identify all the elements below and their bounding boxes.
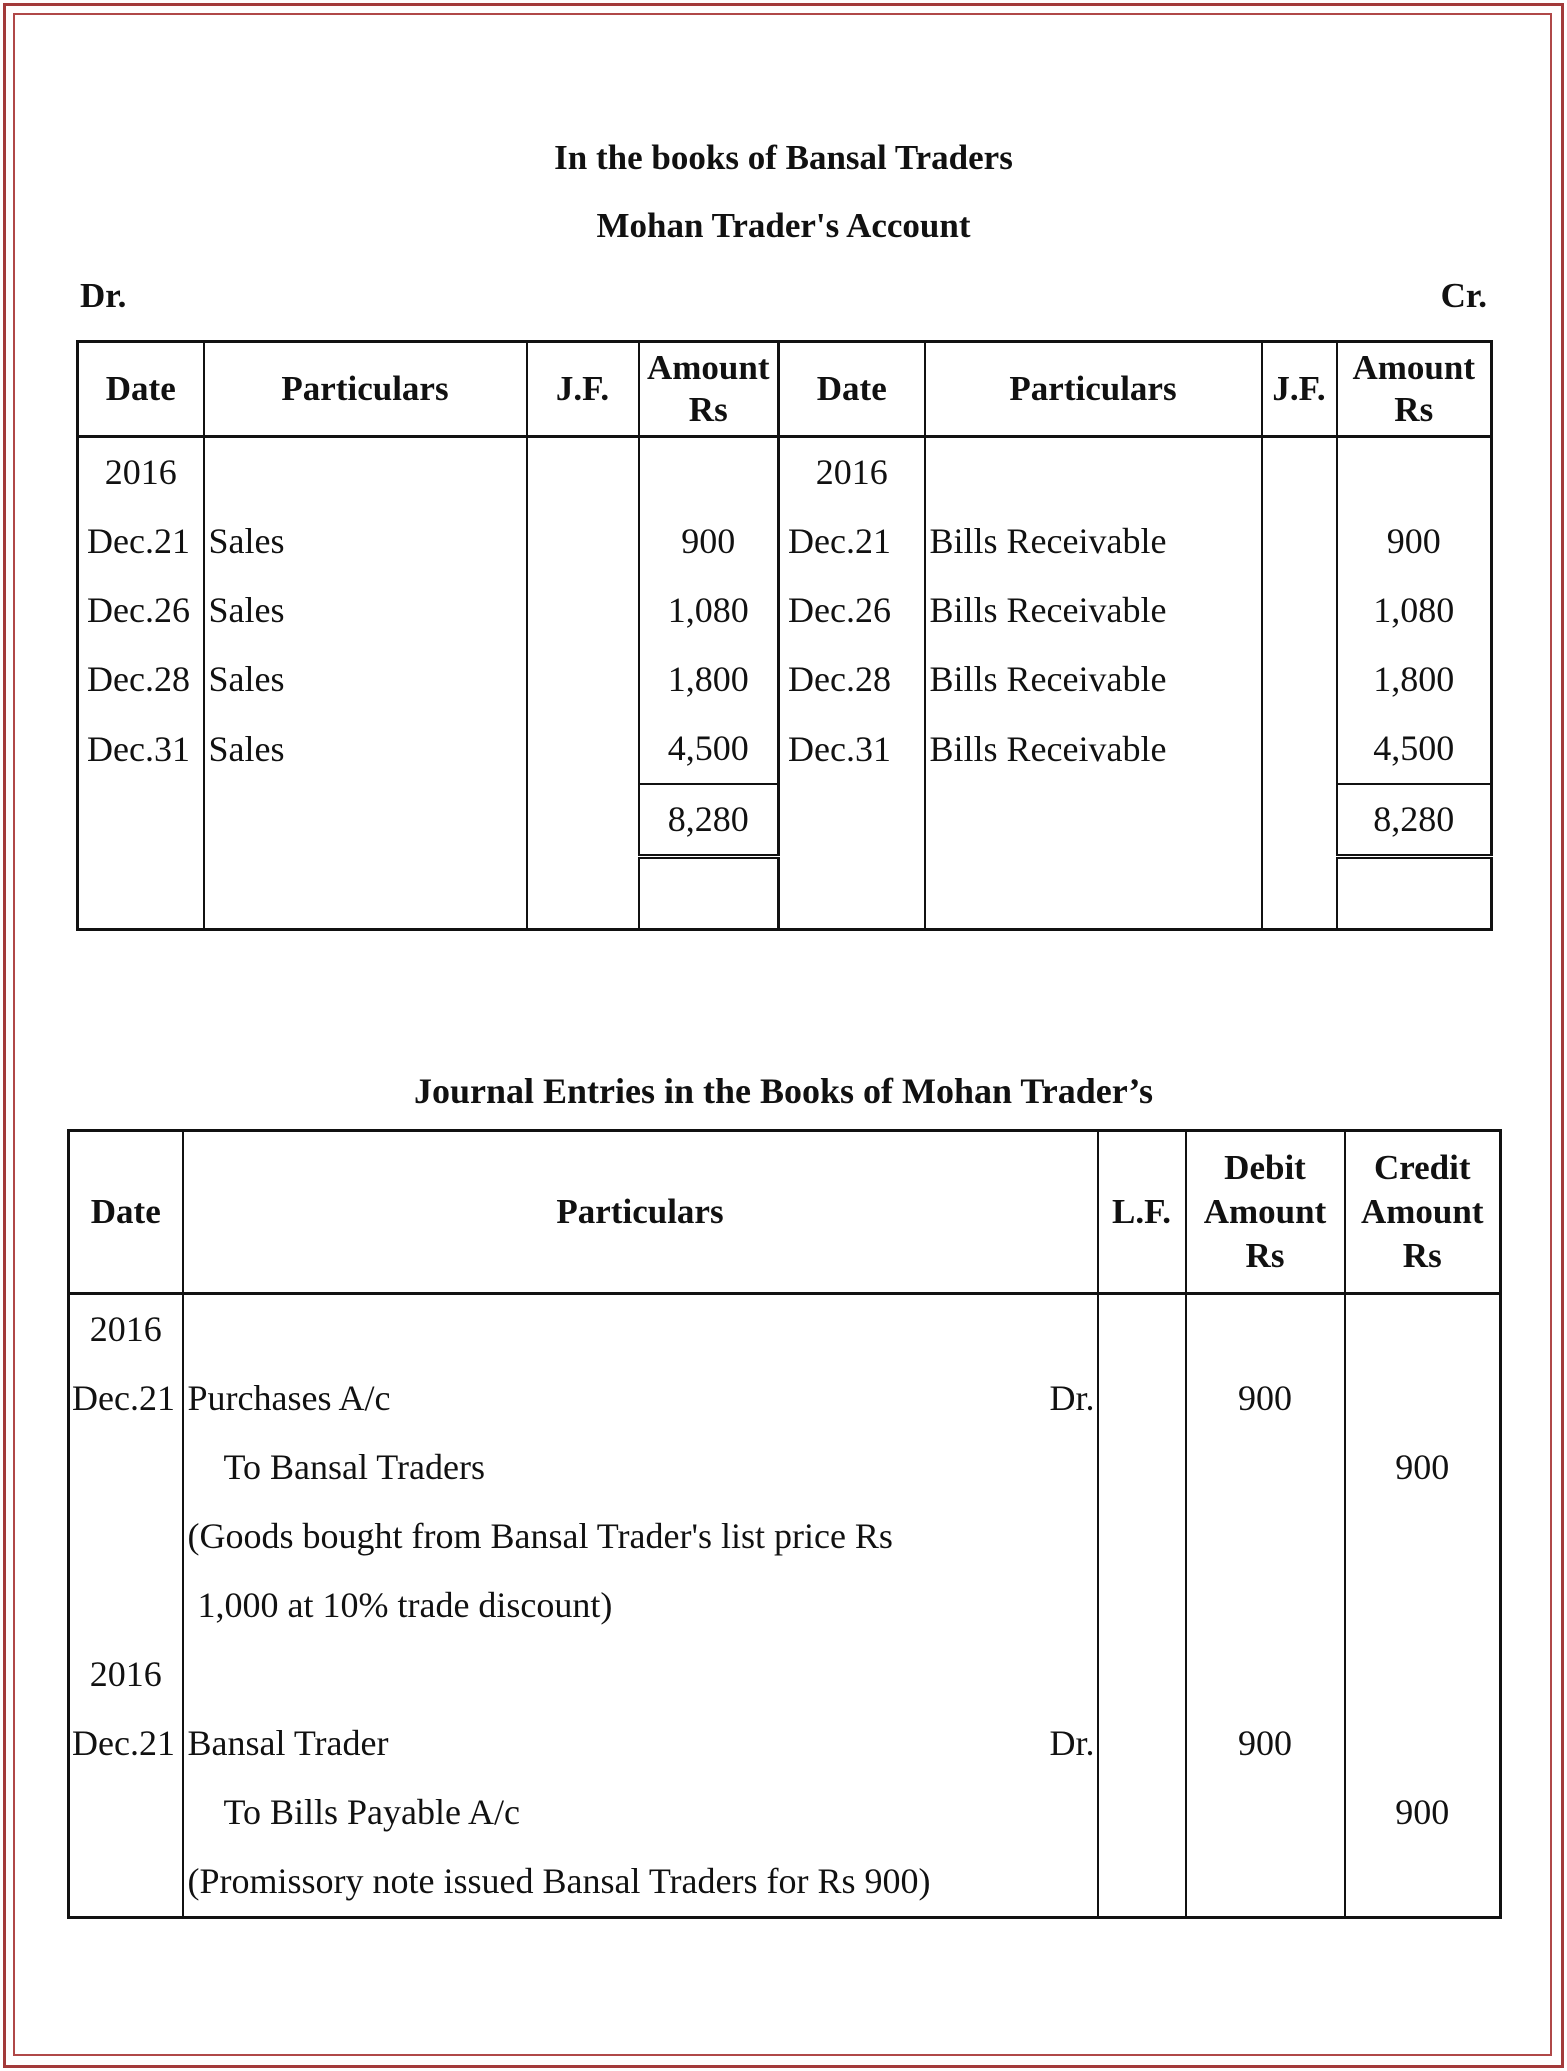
amount-header-line2: Rs <box>688 390 728 429</box>
ledger-cr-date-header: Date <box>779 342 925 437</box>
journal-year-row <box>69 1640 1501 1709</box>
debit-header-line1: Debit <box>1224 1148 1306 1187</box>
ledger-dr-particulars-header: Particulars <box>204 342 527 437</box>
account-title: Mohan Trader's Account <box>596 206 971 245</box>
ledger-cr-amount-header <box>1337 342 1492 437</box>
table-row <box>78 576 1492 645</box>
table-row <box>78 507 1492 576</box>
journal-year: 2016 <box>89 1654 162 1694</box>
ledger-cr-amount: 1,080 <box>1337 576 1492 645</box>
ledger-dr-amount: 4,500 <box>639 714 779 784</box>
ledger-year-row <box>78 437 1492 508</box>
ledger-cr-date: Dec.21 <box>779 507 925 576</box>
ledger-dr-amount: 1,080 <box>639 576 779 645</box>
journal-dr-mark: Dr. <box>1049 1723 1095 1763</box>
amount-header-line1: Amount <box>646 348 770 387</box>
ledger-cr-total: 8,280 <box>1337 784 1492 857</box>
ledger-dr-particulars: Sales <box>204 576 527 645</box>
journal-lf-header: L.F. <box>1098 1131 1186 1294</box>
journal-credit-account: To Bansal Traders <box>183 1433 1098 1502</box>
journal-narration-row <box>69 1847 1501 1918</box>
ledger-header-row <box>78 342 1492 437</box>
ledger-dr-total: 8,280 <box>639 784 779 857</box>
ledger-dr-amount-header <box>639 342 779 437</box>
ledger-dr-date: Dec.28 <box>87 659 190 699</box>
ledger-closing-row <box>78 857 1492 930</box>
ledger-dr-date-header: Date <box>78 342 204 437</box>
table-row <box>78 645 1492 714</box>
table-row <box>78 714 1492 784</box>
debit-header-line2: Amount <box>1203 1192 1327 1231</box>
amount-header-line2: Rs <box>1394 390 1434 429</box>
amount-header-line1: Amount <box>1352 348 1476 387</box>
journal-header-row <box>69 1131 1501 1294</box>
ledger-table <box>76 340 1493 931</box>
ledger-dr-amount: 900 <box>639 507 779 576</box>
ledger-dr-particulars: Sales <box>204 507 527 576</box>
journal-narration: (Goods bought from Bansal Trader's list price Rs <box>183 1502 1098 1571</box>
ledger-dr-particulars: Sales <box>204 714 527 784</box>
ledger-dr-double-rule <box>639 857 779 930</box>
journal-credit-header <box>1345 1131 1501 1294</box>
ledger-cr-particulars: Bills Receivable <box>925 645 1262 714</box>
ledger-cr-date: Dec.26 <box>779 576 925 645</box>
journal-debit-amount: 900 <box>1186 1709 1345 1778</box>
ledger-dr-date: Dec.21 <box>87 521 190 561</box>
journal-credit-account: To Bills Payable A/c <box>183 1778 1098 1847</box>
journal-date: Dec.21 <box>72 1378 175 1418</box>
ledger-cr-particulars: Bills Receivable <box>925 714 1262 784</box>
ledger-cr-amount: 1,800 <box>1337 645 1492 714</box>
debit-header-line3: Rs <box>1245 1236 1285 1275</box>
journal-credit-row <box>69 1778 1501 1847</box>
credit-header-line2: Amount <box>1360 1192 1484 1231</box>
ledger-dr-date: Dec.26 <box>87 590 190 630</box>
journal-debit-header <box>1186 1131 1345 1294</box>
journal-narration-row <box>69 1502 1501 1571</box>
ledger-cr-amount: 900 <box>1337 507 1492 576</box>
ledger-dr-jf-header: J.F. <box>527 342 639 437</box>
journal-year-row <box>69 1294 1501 1365</box>
credit-header-line1: Credit <box>1373 1148 1471 1187</box>
journal-narration-row <box>69 1571 1501 1640</box>
ledger-total-row <box>78 784 1492 857</box>
journal-year: 2016 <box>89 1309 162 1349</box>
journal-credit-amount: 900 <box>1345 1778 1501 1847</box>
journal-debit-amount: 900 <box>1186 1364 1345 1433</box>
dr-label: Dr. <box>80 276 127 315</box>
ledger-dr-particulars: Sales <box>204 645 527 714</box>
journal-dr-mark: Dr. <box>1049 1378 1095 1418</box>
ledger-cr-particulars: Bills Receivable <box>925 507 1262 576</box>
ledger-cr-particulars: Bills Receivable <box>925 576 1262 645</box>
journal-debit-row <box>69 1364 1501 1433</box>
ledger-cr-date: Dec.28 <box>779 645 925 714</box>
credit-header-line3: Rs <box>1402 1236 1442 1275</box>
ledger-dr-amount: 1,800 <box>639 645 779 714</box>
ledger-cr-date: Dec.31 <box>779 714 925 784</box>
ledger-dr-year: 2016 <box>104 452 177 492</box>
journal-date-header: Date <box>69 1131 183 1294</box>
books-title: In the books of Bansal Traders <box>554 138 1013 177</box>
journal-date: Dec.21 <box>72 1723 175 1763</box>
ledger-cr-double-rule <box>1337 857 1492 930</box>
ledger-dr-date: Dec.31 <box>87 728 190 769</box>
journal-narration: 1,000 at 10% trade discount) <box>183 1571 1098 1640</box>
ledger-cr-year: 2016 <box>779 437 925 508</box>
cr-label: Cr. <box>1440 276 1487 315</box>
journal-title: Journal Entries in the Books of Mohan Trader’s <box>413 1071 1154 1111</box>
journal-particulars-header: Particulars <box>183 1131 1098 1294</box>
ledger-cr-amount: 4,500 <box>1337 714 1492 784</box>
journal-debit-account: Bansal Trader <box>187 1723 389 1763</box>
journal-debit-row <box>69 1709 1501 1778</box>
journal-credit-row <box>69 1433 1501 1502</box>
journal-narration: (Promissory note issued Bansal Traders for Rs 900) <box>183 1847 1098 1918</box>
journal-debit-account: Purchases A/c <box>187 1378 391 1418</box>
ledger-cr-particulars-header: Particulars <box>925 342 1262 437</box>
ledger-cr-jf-header: J.F. <box>1262 342 1337 437</box>
journal-credit-amount: 900 <box>1345 1433 1501 1502</box>
journal-table <box>67 1129 1502 1919</box>
